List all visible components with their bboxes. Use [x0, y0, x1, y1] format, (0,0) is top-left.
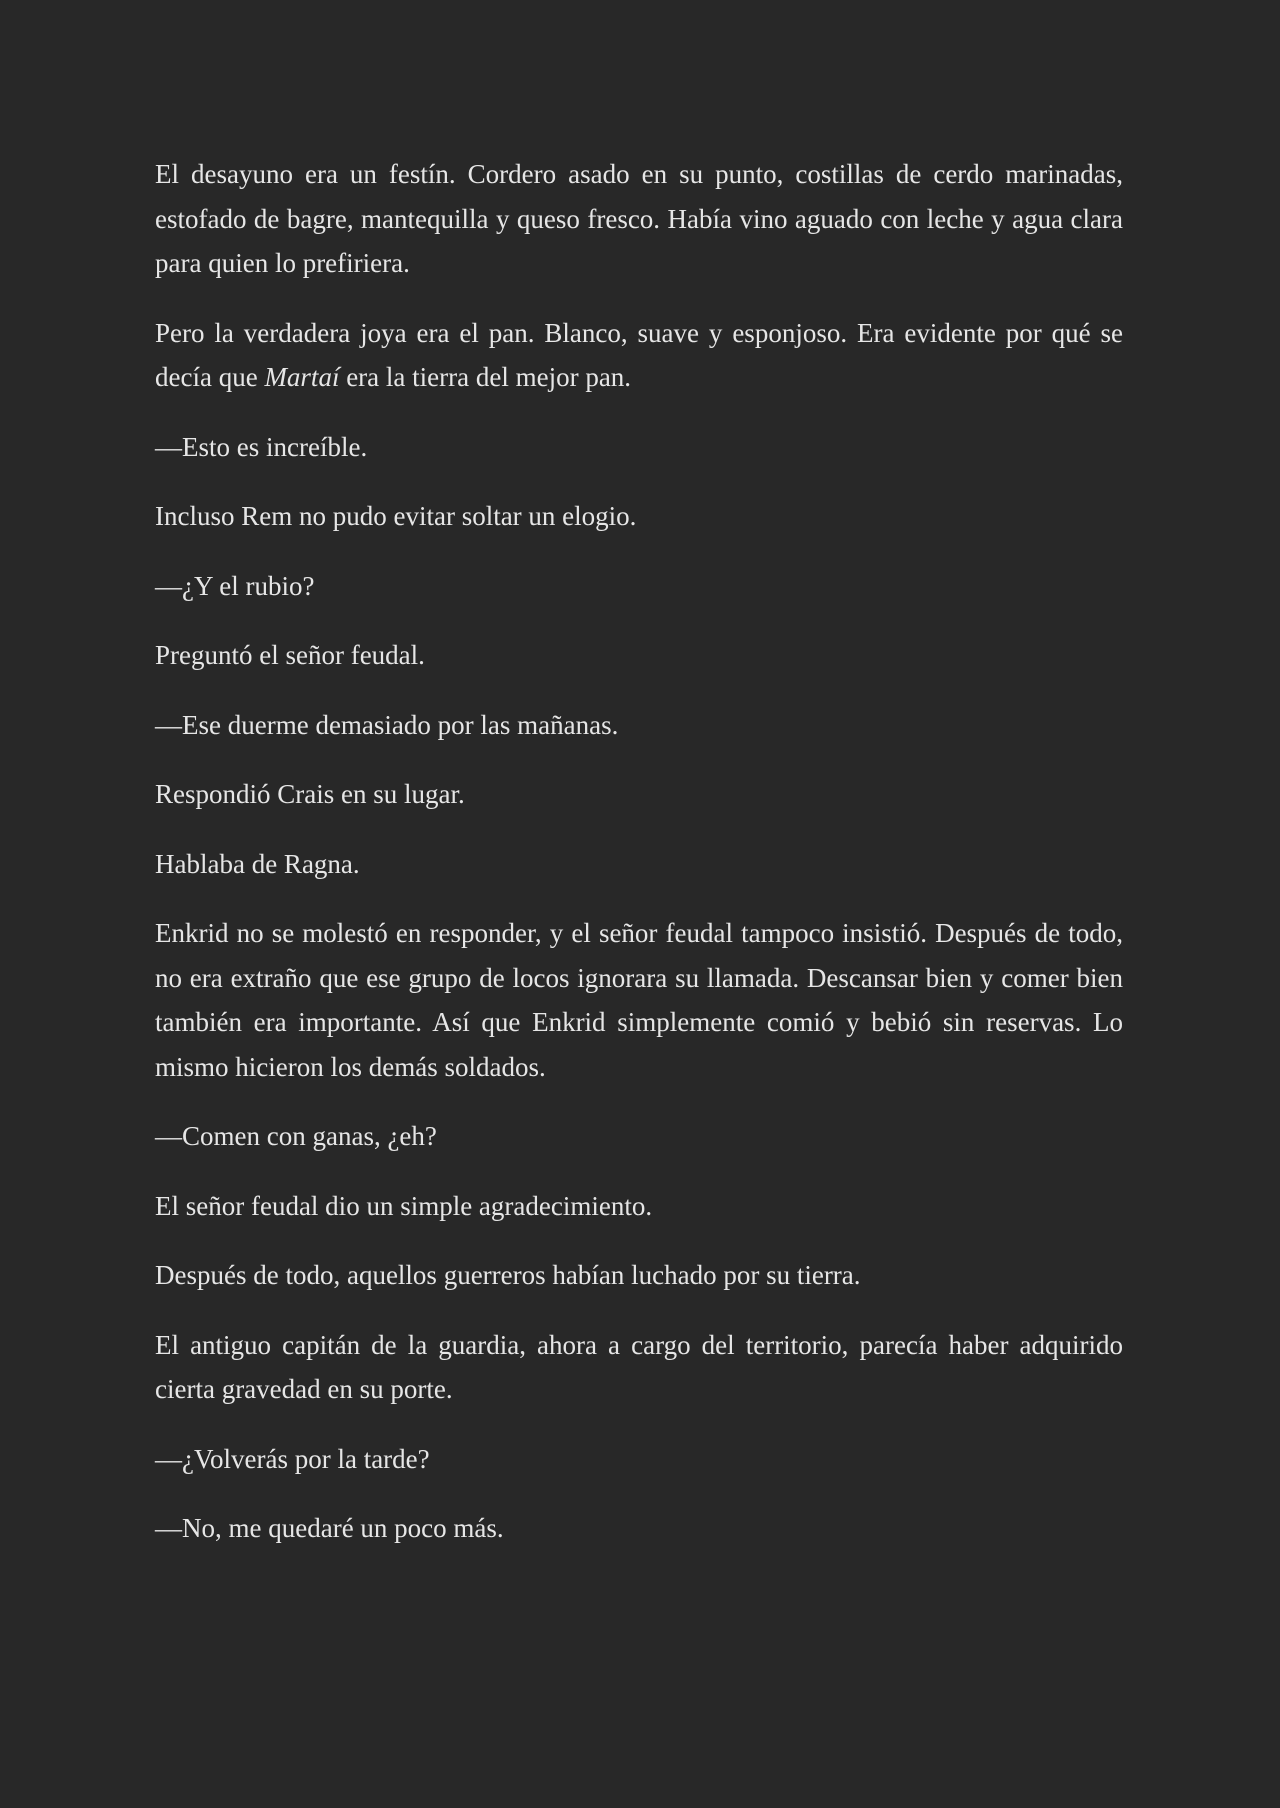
dialogue-line: —¿Y el rubio?: [155, 570, 315, 601]
dialogue-line: —Comen con ganas, ¿eh?: [155, 1121, 437, 1151]
dialogue-line: —Esto es increíble.: [155, 431, 368, 462]
paragraph-2: [155, 311, 1123, 400]
paragraph-8: Respondió Crais en su lugar.: [155, 779, 465, 809]
dialogue-line: —Ese duerme demasiado por las mañanas.: [155, 709, 619, 740]
paragraph-10: Enkrid no se molestó en responder, y el señor feudal tampoco insistió. Después de todo, no era extraño que ese grupo de locos ignorara su llamada. Descansar bien y comer bien también era importante. Así que Enkrid simplemente comió y bebió sin reservas. Lo mismo hicieron los demás soldados.: [155, 918, 1123, 1082]
paragraph-14: El antiguo capitán de la guardia, ahora a cargo del territorio, parecía haber adquirido cierta gravedad en su porte.: [155, 1329, 1123, 1404]
dialogue-line: —¿Volverás por la tarde?: [155, 1443, 430, 1474]
paragraph-12: El señor feudal dio un simple agradecimiento.: [155, 1190, 653, 1221]
paragraph-13: Después de todo, aquellos guerreros habían luchado por su tierra.: [155, 1260, 861, 1290]
paragraph-2-start: Pero la verdadera joya era el pan. Blanco, suave y esponjoso. Era evidente por qué se decía que: [155, 317, 1123, 392]
paragraph-9: Hablaba de Ragna.: [155, 848, 360, 879]
chapter-text: [155, 152, 1123, 1576]
paragraph-4: Incluso Rem no pudo evitar soltar un elogio.: [155, 501, 637, 531]
dialogue-line: —No, me quedaré un poco más.: [155, 1513, 504, 1543]
paragraph-2-end: era la tierra del mejor pan.: [339, 362, 632, 392]
paragraph-6: Preguntó el señor feudal.: [155, 640, 425, 670]
paragraph-1: El desayuno era un festín. Cordero asado en su punto, costillas de cerdo marinadas, estofado de bagre, mantequilla y queso fresco. Había vino aguado con leche y agua clara para quien lo prefiriera.: [155, 159, 1123, 278]
place-name-italic: Martaí: [264, 362, 340, 392]
